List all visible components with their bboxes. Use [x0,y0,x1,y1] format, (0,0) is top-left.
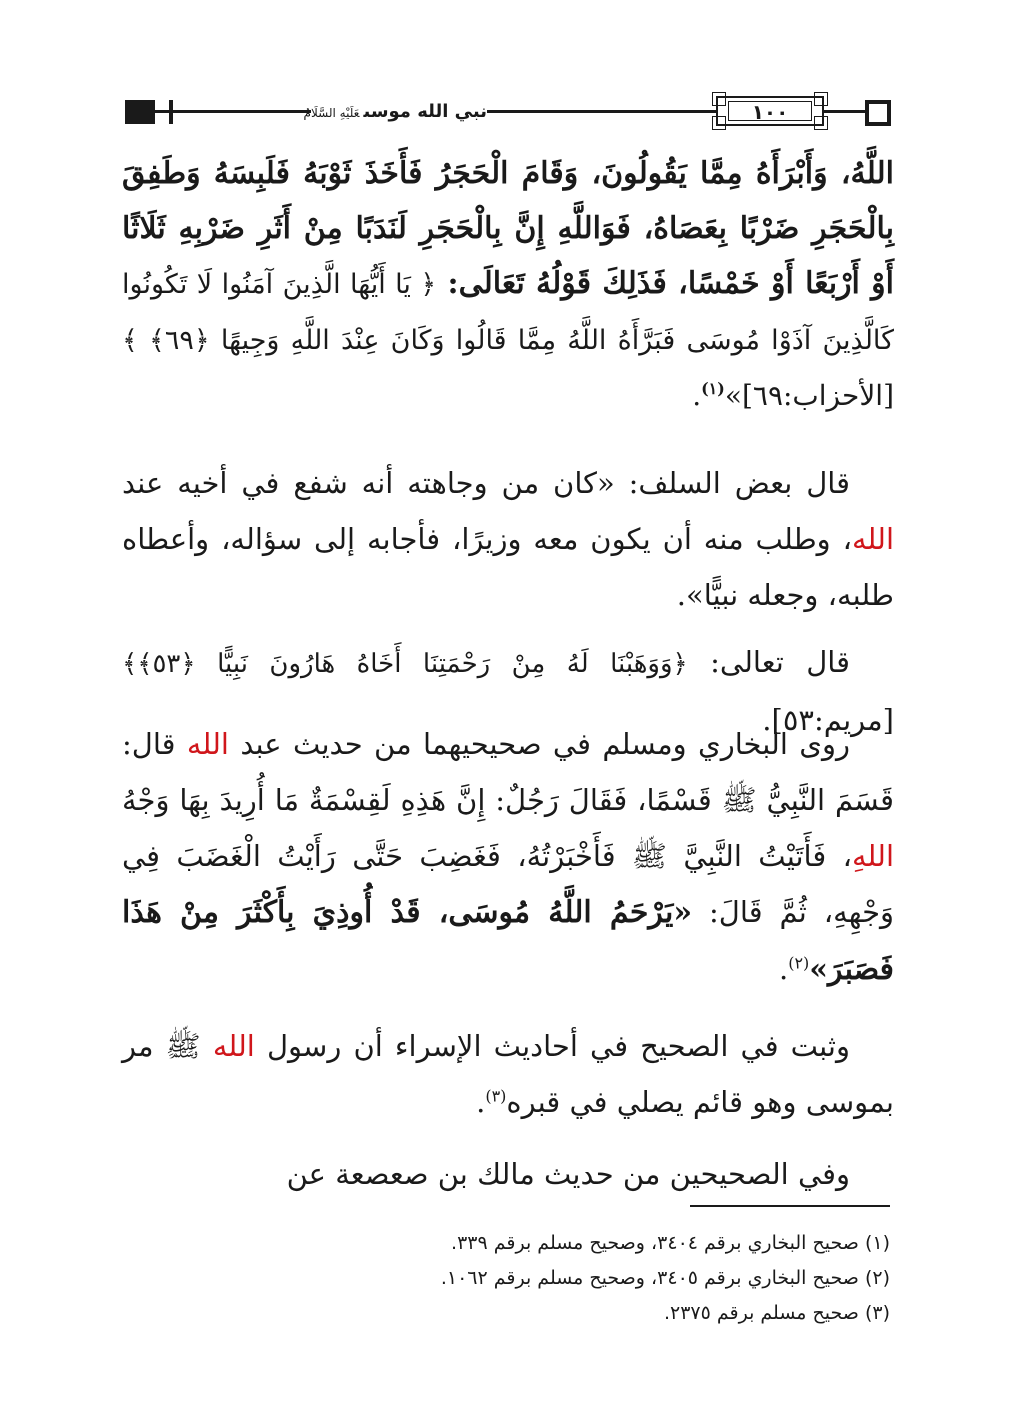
header-bar-ornament [169,100,173,124]
prophetic-saying: «يَرْحَمُ اللَّهُ مُوسَى، قَدْ أُوذِيَ بِأَكْثَرَ مِنْ هَذَا فَصَبَرَ» [122,895,894,987]
running-title-text: نبي الله موسى [363,101,487,122]
header-rule [155,110,169,113]
paragraph-text: قال تعالى: [687,645,850,679]
paragraph-hadith-continuation [122,146,894,423]
page-header [125,96,893,128]
divine-name: الله [212,1029,255,1063]
sentence-end: . [476,1085,486,1119]
running-title [303,96,487,128]
header-rule [824,110,869,113]
paragraph-text: ، فَأَتَيْتُ النَّبِيَّ ﷺ فَأَخْبَرْتُهُ، فَغَضِبَ حَتَّى رَأَيْتُ الْغَضَبَ فِي وَجْهِهِ، ثُمَّ قَالَ: [122,839,895,929]
sentence-end: . [692,379,702,412]
divine-name: اللهِ [851,839,894,873]
footnote-3: (٣) صحيح مسلم برقم ٢٣٧٥. [663,1302,890,1324]
paragraph-text: قال: قَسَمَ النَّبِيُّ ﷺ قَسْمًا، فَقَالَ رَجُلٌ: إِنَّ هَذِهِ لَقِسْمَةٌ مَا أُرِيدَ بِهَا وَجْهُ [122,727,894,817]
sentence-end: . [778,952,789,986]
quran-verse: ﴿وَوَهَبْنَا لَهُ مِنْ رَحْمَتِنَا أَخَاهُ هَارُونَ نَبِيًّا ﴿٥٣﴾﴾ [122,649,688,679]
paragraph-bukhari-muslim [122,716,894,998]
footnote-separator [690,1205,890,1207]
paragraph-text: روى البخاري ومسلم في صحيحيهما من حديث عبد [228,727,850,761]
surah-citation: [الأحزاب:٦٩]» [724,379,894,412]
page-number-box [716,96,824,126]
footnote-ref[interactable]: (١) [701,379,725,398]
paragraph-text: ﷺ مر بموسى وهو قائم يصلي في قبره [122,1029,894,1119]
paragraph-isra [122,1018,894,1130]
hadith-text: اللَّهُ، وَأَبْرَأَهُ مِمَّا يَقُولُونَ، وَقَامَ الْحَجَرُ فَأَخَذَ ثَوْبَهُ فَلَبِسَهُ وَطَفِقَ بِالْحَجَرِ ضَرْبًا بِعَصَاهُ، فَوَاللَّهِ إِنَّ بِالْحَجَرِ لَنَدَبًا مِنْ أَثَرِ ضَرْبِهِ ثَلَاثًا أَوْ أَرْبَعًا أَوْ خَمْسًا، فَذَلِكَ قَوْلُهُ تَعَالَى: [122,156,894,301]
surah-citation: [مريم:٥٣]. [762,703,894,737]
paragraph-text: قال بعض السلف: «كان من وجاهته أنه شفع في أخيه عند [122,466,850,500]
page-number: ١٠٠ [751,100,789,124]
footnote-1: (١) صحيح البخاري برقم ٣٤٠٤، وصحيح مسلم برقم ٣٣٩. [451,1232,890,1254]
paragraph-text: وثبت في الصحيح في أحاديث الإسراء أن رسول [254,1029,850,1063]
divine-name: الله [186,727,229,761]
footnote-ref[interactable]: (٢) [788,953,810,973]
paragraph-text: ، وطلب منه أن يكون معه وزيرًا، فأجابه إلى سؤاله، وأعطاه طلبه، وجعله نبيًّا». [122,522,894,612]
honorific-glyph: عَلَيْهِ السَّلَامُ [303,106,360,120]
divine-name: الله [851,522,894,556]
paragraph-text: وفي الصحيحين من حديث مالك بن صعصعة عن [286,1157,850,1191]
header-block-ornament [125,100,155,124]
footnote-2: (٢) صحيح البخاري برقم ٣٤٠٥، وصحيح مسلم برقم ١٠٦٢. [440,1267,890,1289]
paragraph-sahihayn [122,1146,894,1202]
quran-verse: ﴿ يَا أَيُّهَا الَّذِينَ آمَنُوا لَا تَكُونُوا كَالَّذِينَ آذَوْا مُوسَى فَبَرَّأَهُ اللَّهُ مِمَّا قَالُوا وَكَانَ عِنْدَ اللَّهِ وَجِيهًا ﴿٦٩﴾ ﴾ [122,269,895,356]
header-square-ornament [865,100,891,126]
paragraph-salaf-quote [122,455,894,623]
footnote-ref[interactable]: (٣) [485,1086,507,1106]
